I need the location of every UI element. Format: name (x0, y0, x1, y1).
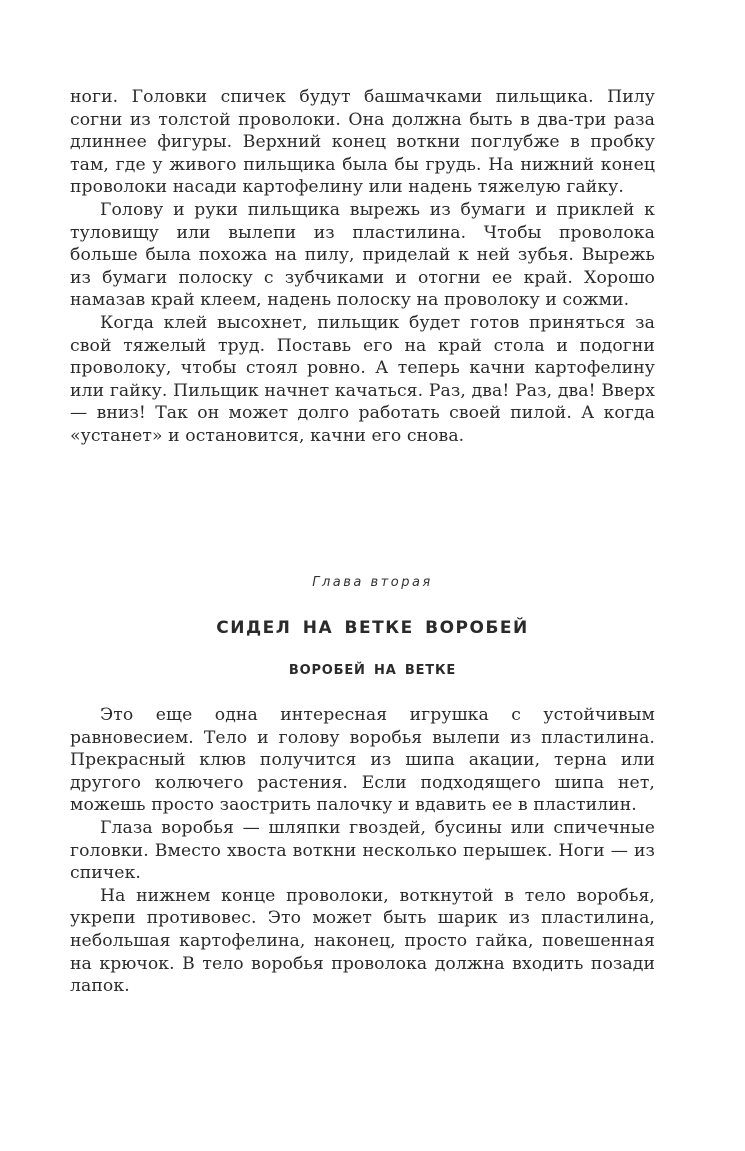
bottom-text-block (70, 704, 655, 998)
paragraph: Глаза воробья — шляпки гвоздей, бусины или спичечные головки. Вместо хвоста воткни несколько перышек. Ноги — из спичек. (70, 817, 655, 884)
paragraph: Голову и руки пильщика вырежь из бумаги и приклей к туловищу или вылепи из пластилина. Чтобы проволока больше была похожа на пилу, приделай к ней зубья. Вырежь из бумаги полоску с зубчиками и отогни ее край. Хорошо намазав край клеем, надень полоску на проволоку и сожми. (70, 199, 655, 311)
paragraph: ноги. Головки спичек будут башмачками пильщика. Пилу согни из толстой проволоки. Она должна быть в два-три раза длиннее фигуры. Верхний конец воткни поглубже в пробку там, где у живого пильщика была бы грудь. На нижний конец проволоки насади картофелину или надень тяжелую гайку. (70, 87, 655, 198)
chapter-title: СИДЕЛ НА ВЕТКЕ ВОРОБЕЙ (216, 618, 529, 638)
top-text-block (70, 86, 655, 448)
section-title: ВОРОБЕЙ НА ВЕТКЕ (288, 663, 457, 678)
paragraph: Когда клей высохнет, пильщик будет готов приняться за свой тяжелый труд. Поставь его на край стола и подогни проволоку, чтобы стоял ровно. А теперь качни картофелину или гайку. Пильщик начнет качаться. Раз, два! Раз, два! Вверх — вниз! Так он может долго работать своей пилой. А когда «устанет» и остановится, качни его снова. (70, 312, 655, 446)
paragraph: На нижнем конце проволоки, воткнутой в тело воробья, укрепи противовес. Это может быть шарик из пластилина, небольшая картофелина, наконец, просто гайка, повешенная на крючок. В тело воробья проволока должна входить позади лапок. (70, 885, 655, 997)
paragraph: Это еще одна интересная игрушка с устойчивым равновесием. Тело и голову воробья вылепи из пластилина. Прекрасный клюв получится из шипа акации, терна или другого колючего растения. Если подходящего шипа нет, можешь просто заострить палочку и вдавить ее в пластилин. (70, 705, 655, 816)
chapter-label: Глава вторая (312, 575, 433, 590)
